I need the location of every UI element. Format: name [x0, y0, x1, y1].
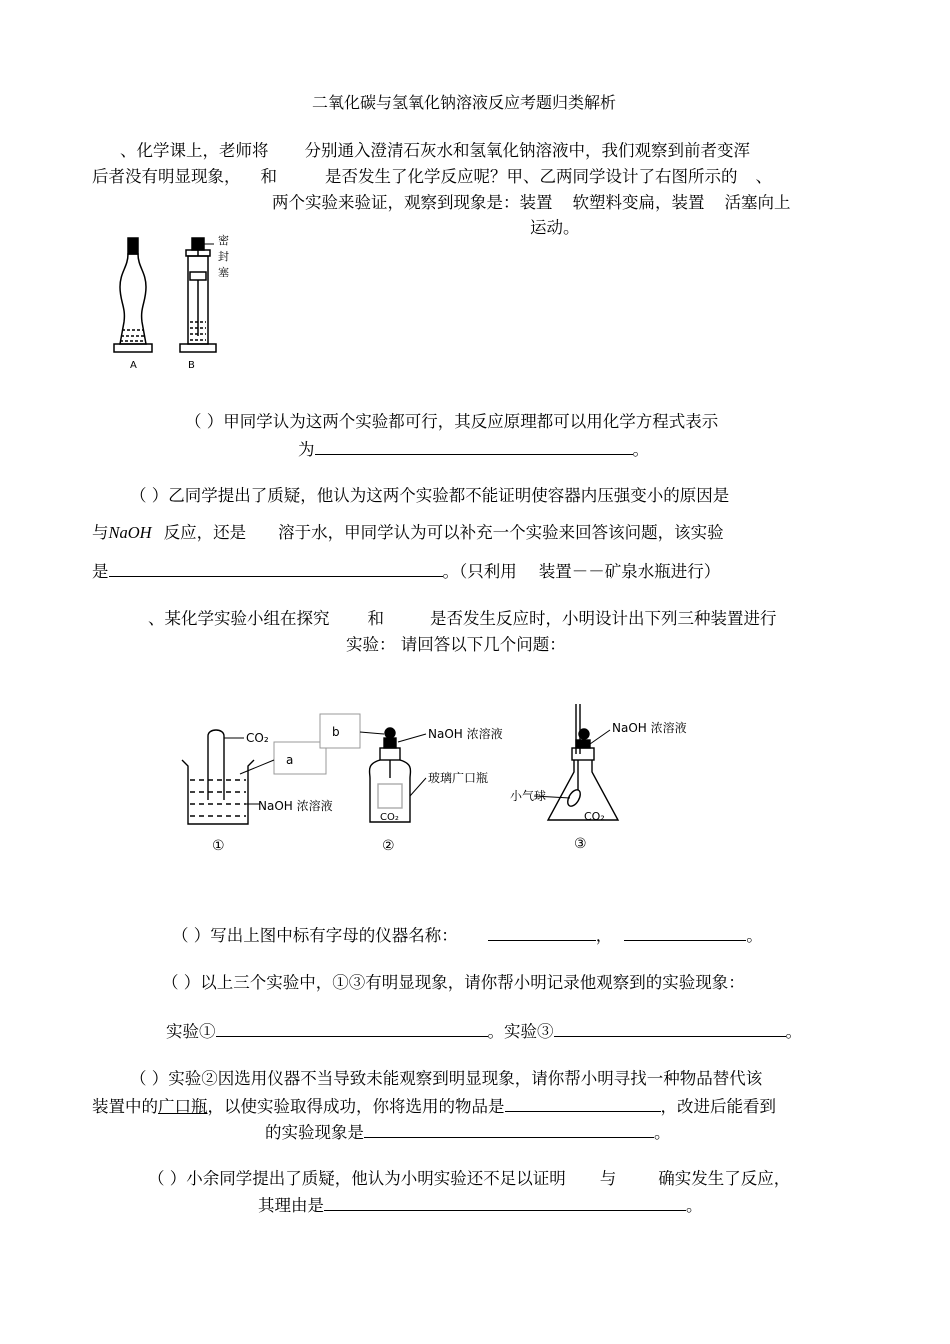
setup2-bottle [369, 728, 410, 822]
q1-part2-line1: （ ）乙同学提出了质疑，他认为这两个实验都不能证明使容器内压强变小的原因是 [130, 486, 730, 505]
bottle-a-label: A [130, 360, 137, 371]
co2-label-setup2: CO₂ [380, 812, 399, 823]
q2-part3: 实验① 。实验③ 。 [166, 1022, 802, 1041]
q2-part4-line2: 装置中的广口瓶，以使实验取得成功，你将选用的物品是 ，改进后能看到 [92, 1097, 776, 1116]
q2-part4-line1: （ ）实验②因选用仪器不当导致未能观察到明显现象，请你帮小明寻找一种物品替代该 [130, 1069, 763, 1088]
answer-blank-instrument-a[interactable] [488, 924, 596, 941]
label-b-pointer [360, 732, 384, 734]
setup-number-3: ③ [574, 836, 587, 852]
balloon-label: 小气球 [510, 789, 547, 803]
answer-blank-experiment[interactable] [109, 560, 443, 577]
glass-bottle-label: 玻璃广口瓶 [428, 771, 489, 785]
co2-label-setup1: CO₂ [246, 731, 269, 745]
q2-part5-line2: 其理由是 。 [258, 1196, 703, 1215]
label-box-a [274, 742, 326, 774]
q1-part2-line3: 是 。（只利用 装置－－矿泉水瓶进行） [92, 562, 721, 581]
setup3-flask [548, 704, 618, 820]
naoh-label-setup1: NaOH 浓溶液 [258, 799, 333, 813]
label-b: b [332, 725, 340, 739]
figure-ab [108, 232, 238, 372]
q1-part1-line1: （ ）甲同学认为这两个实验都可行，其反应原理都可以用化学方程式表示 [185, 412, 719, 431]
answer-blank-instrument-b[interactable] [624, 924, 746, 941]
answer-blank-reason[interactable] [324, 1194, 686, 1211]
label-a-pointer [240, 760, 274, 774]
label-box-b [320, 714, 360, 748]
q1-part2-line2: 与NaOH 反应，还是 溶于水，甲同学认为可以补充一个实验来回答该问题，该实验 [92, 523, 724, 542]
q2-part1: （ ）写出上图中标有字母的仪器名称： ， 。 [172, 926, 763, 945]
setup-number-1: ① [212, 838, 225, 854]
naoh-label-setup2: NaOH 浓溶液 [428, 727, 503, 741]
naoh-pointer-2 [398, 734, 426, 742]
q2-part2: （ ）以上三个实验中，①③有明显现象，请你帮小明记录他观察到的实验现象： [162, 973, 745, 992]
seal-label-sai: 塞 [218, 266, 229, 279]
q2-line2: 实验： 请回答以下几个问题： [346, 635, 566, 654]
q1-part1-line2: 为 。 [298, 440, 649, 459]
q1-line2: 后者没有明显现象， 和 是否发生了化学反应呢？甲、乙两同学设计了右图所示的 、 [92, 167, 772, 186]
q1-line3: 两个实验来验证，观察到现象是：装置 软塑料变扁，装置 活塞向上 [272, 193, 791, 212]
answer-blank-phenomenon-3[interactable] [554, 1020, 786, 1037]
q1-line4: 运动。 [530, 218, 580, 237]
answer-blank-improved-phenomenon[interactable] [364, 1121, 654, 1138]
setup-number-2: ② [382, 838, 395, 854]
co2-label-setup3: CO₂ [584, 810, 605, 823]
answer-blank-equation[interactable] [315, 438, 633, 455]
setup1-beaker [182, 730, 254, 824]
syringe-b-label: B [188, 360, 195, 371]
q2-part4-line3: 的实验现象是 。 [265, 1123, 671, 1142]
q1-line1: 、化学课上，老师将 分别通入澄清石灰水和氢氧化钠溶液中，我们观察到前者变浑 [120, 141, 750, 160]
answer-blank-substitute[interactable] [505, 1095, 661, 1112]
answer-blank-phenomenon-1[interactable] [216, 1020, 488, 1037]
q2-part5-line1: （ ）小余同学提出了质疑，他认为小明实验还不足以证明 与 确实发生了反应， [148, 1169, 791, 1188]
syringe-b-figure [180, 238, 216, 352]
bottle-a-figure [114, 238, 152, 352]
naoh-pointer-3 [590, 730, 610, 744]
figure-three-setups [170, 700, 730, 860]
naoh-label-setup3: NaOH 浓溶液 [612, 721, 687, 735]
page-title: 二氧化碳与氢氧化钠溶液反应考题归类解析 [312, 93, 617, 112]
label-a: a [286, 753, 294, 767]
q2-line1: 、某化学实验小组在探究 和 是否发生反应时，小明设计出下列三种装置进行 [148, 609, 777, 628]
seal-label-feng: 封 [218, 250, 229, 263]
seal-label-mi: 密 [218, 234, 229, 247]
glass-pointer [410, 778, 426, 796]
